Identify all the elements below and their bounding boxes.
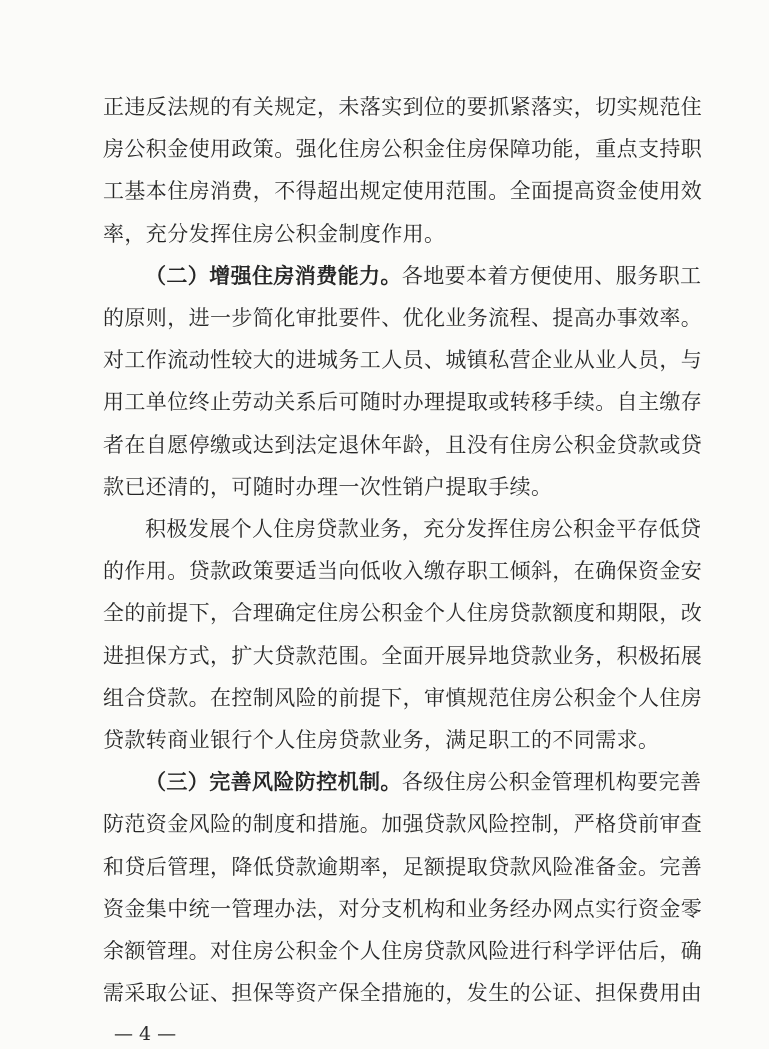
body-line: 工基本住房消费，不得超出规定使用范围。全面提高资金使用效 <box>103 179 703 204</box>
body-line: 组合贷款。在控制风险的前提下，审慎规范住房公积金个人住房 <box>103 685 703 710</box>
body-line: 全的前提下，合理确定住房公积金个人住房贷款额度和期限，改 <box>103 601 703 626</box>
body-line: 积极发展个人住房贷款业务，充分发挥住房公积金平存低贷 <box>145 517 702 541</box>
body-line: 者在自愿停缴或达到法定退休年龄，且没有住房公积金贷款或贷 <box>103 432 703 457</box>
body-line: 的作用。贷款政策要适当向低收入缴存职工倾斜，在确保资金安 <box>103 559 703 584</box>
body-line: 房公积金使用政策。强化住房公积金住房保障功能，重点支持职 <box>103 137 703 162</box>
body-line: 正违反法规的有关规定，未落实到位的要抓紧落实，切实规范住 <box>103 95 703 119</box>
section-first-line <box>145 258 702 294</box>
body-line: 贷款转商业银行个人住房贷款业务，满足职工的不同需求。 <box>103 728 660 752</box>
body-line: 用工单位终止劳动关系后可随时办理提取或转移手续。自主缴存 <box>103 390 703 415</box>
body-line: 和贷后管理，降低贷款逾期率，足额提取贷款风险准备金。完善 <box>103 854 703 879</box>
body-line: 的原则，进一步简化审批要件、优化业务流程、提高办事效率。 <box>103 306 703 330</box>
body-line: 对工作流动性较大的进城务工人员、城镇私营企业从业人员，与 <box>103 348 703 373</box>
section-heading-3: （三）完善风险防控机制。 <box>145 769 402 795</box>
page-number: — 4 — <box>114 1023 177 1046</box>
body-line: 需采取公证、担保等资产保全措施的，发生的公证、担保费用由 <box>103 981 703 1006</box>
body-line: 款已还清的，可随时办理一次性销户提取手续。 <box>103 474 553 499</box>
section-heading-2: （二）增强住房消费能力。 <box>145 262 402 288</box>
body-line: 资金集中统一管理办法，对分支机构和业务经办网点实行资金零 <box>103 896 703 921</box>
body-line: 余额管理。对住房公积金个人住房贷款风险进行科学评估后，确 <box>103 939 703 963</box>
body-line: 防范资金风险的制度和措施。加强贷款风险控制，严格贷前审查 <box>103 812 703 837</box>
section-first-line <box>145 764 702 800</box>
body-line: 率，充分发挥住房公积金制度作用。 <box>103 221 446 246</box>
body-text: 各级住房公积金管理机构要完善 <box>401 770 702 795</box>
body-text: 各地要本着方便使用、服务职工 <box>401 263 702 288</box>
body-line: 进担保方式，扩大贷款范围。全面开展异地贷款业务，积极拓展 <box>103 643 703 668</box>
